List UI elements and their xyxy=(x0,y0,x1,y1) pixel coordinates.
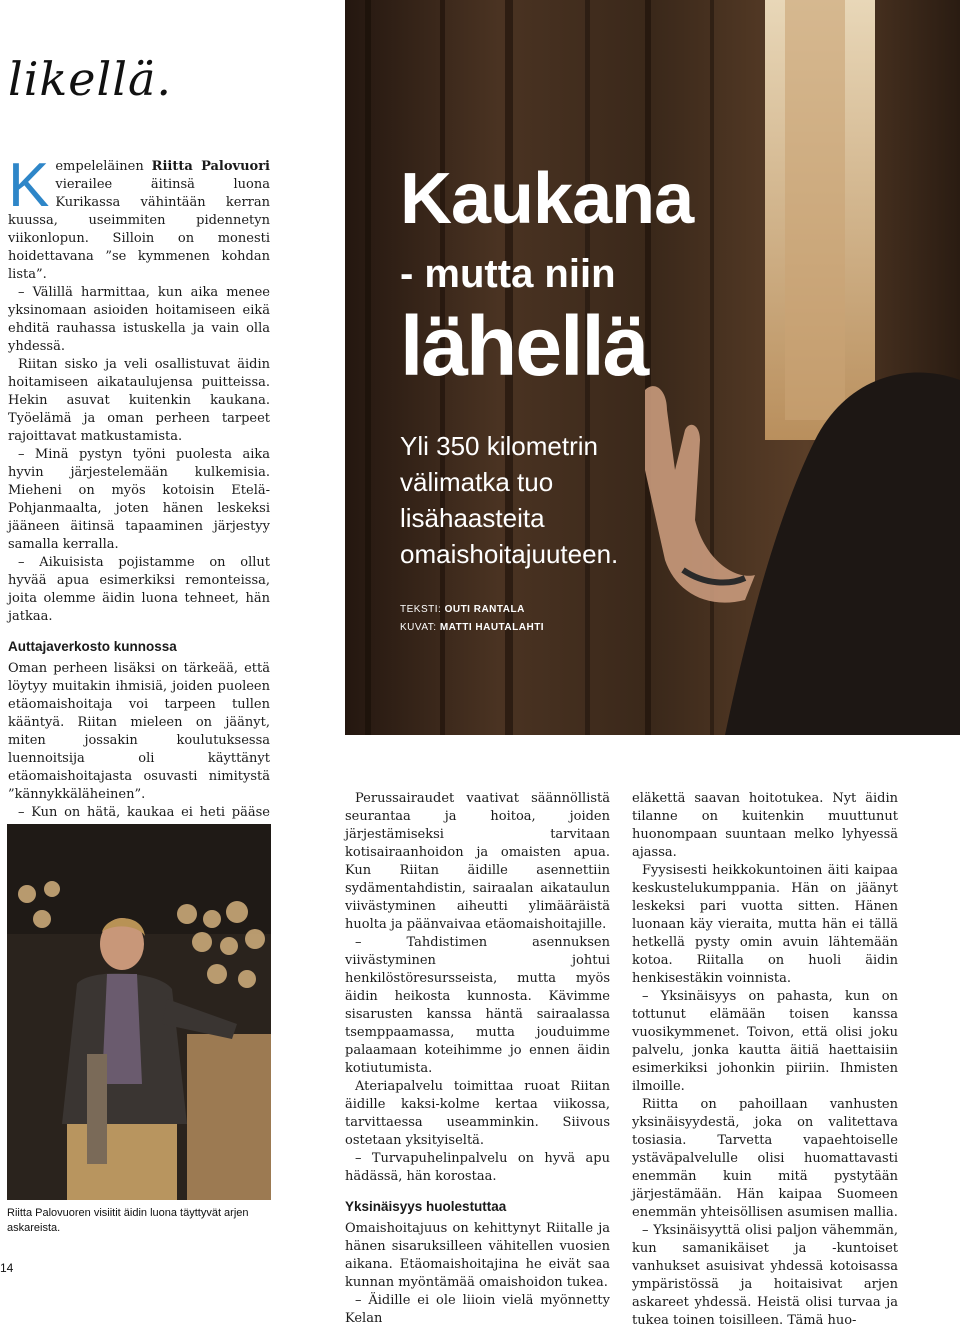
headline-line-2: - mutta niin xyxy=(400,252,616,296)
photo-caption: Riitta Palovuoren visiitit äidin luona täyttyvät arjen askareista. xyxy=(7,1207,249,1234)
section-script-title: likellä. xyxy=(8,52,172,106)
intro-paragraph: Kempeleläinen Riitta Palovuori vierailee äitinsä luona Kurikassa vähintään kerran kuussa, useimmiten pidennetyn viikonlopun. Silloin on monesti hoidettavana ”se kymmenen kohdan lista”. xyxy=(8,151,270,282)
subheading: Auttajaverkosto kunnossa xyxy=(8,639,177,654)
body-paragraph: – Turvapuhelinpalvelu on hyvä apu hädässä, hän korostaa. xyxy=(345,1151,610,1184)
firewood-photo xyxy=(7,824,271,1200)
body-paragraph: – Yksinäisyys on pahasta, kun on tottunut elämään toisen kanssa vuosikymmenet. Toivon, että olisi joku palvelu, jonka kautta äitiä haettaisiin esimerkiksi johonkin piiriin. Ihmisten ilmoille. xyxy=(632,989,898,1094)
right-text-column xyxy=(632,790,898,1330)
body-paragraph: Omaishoitajuus on kehittynyt Riitalle ja hänen sisaruksilleen vähitellen vuosien aikana. Etäomaishoitajina he eivät saa kunnan myöntämää omaishoidon tukea. xyxy=(345,1221,610,1290)
headline-line-3: lähellä xyxy=(400,299,648,393)
body-paragraph: Riitta on pahoillaan vanhusten yksinäisyydestä, joka on valitettava tosiasia. Tarvetta vapaehtoiselle ystäväpalvelulle olisi huomattavasti enemmän kuin mitä pystytään järjestämään. Hän kaipaa Suomeen enemmän yhteisöllisen asumisen mallia. xyxy=(632,1097,898,1220)
body-paragraph: – Minä pystyn työni puolesta aika hyvin järjestelemään kulkemisia. Mieheni on myös kotoisin Etelä-Pohjanmaalta, joten hänen leskeksi jääneen äitinsä tapaaminen järjestyy samalla kerralla. xyxy=(8,447,270,552)
page-number: 14 xyxy=(0,1261,14,1275)
drop-cap: K xyxy=(8,151,50,220)
body-paragraph: – Tahdistimen asennuksen viivästyminen johtui henkilöstöresursseista, mutta myös äidin heikosta kunnosta. Kävimme sisarusten kanssa häntä sairaalassa tsemppaamassa, mutta jouduimme palaamaan koteihimme jo ennen äidin kotiutumista. xyxy=(345,935,610,1076)
body-paragraph: Fyysisesti heikkokuntoinen äiti kaipaa keskustelukumppania. Hän on jäänyt leskeksi pari vuotta sitten. Hänen luonaan käy vieraita, mutta hän ei tällä hetkellä pysty omin avuin lähtemään kotoa. Riitalla on huoli äidin henkisestäkin voinnista. xyxy=(632,863,898,986)
body-paragraph: – Välillä harmittaa, kun aika menee yksinomaan asioiden hoitamiseen eikä ehditä rauhassa istuskella ja vain olla yhdessä. xyxy=(8,285,270,354)
lead-text: Yli 350 kilometrin välimatka tuo lisähaasteita omaishoitajuuteen. xyxy=(400,431,619,569)
credit-text: TEKSTI: OUTI RANTALA xyxy=(400,604,525,615)
left-text-column xyxy=(8,151,270,930)
middle-text-column xyxy=(345,790,610,1328)
firewood-photo-illustration xyxy=(7,824,271,1200)
body-paragraph: Perussairaudet vaativat säännöllistä seurantaa ja hoitoa, joiden järjestämiseksi tarvitaan kotisairaanhoidon ja omaisten apua. Kun Riitan äidille asennettiin sydämentahdistin, sairaalan aikataulun viivästyminen aiheutti ylimääräistä huolta ja päänvaivaa etäomaishoitajille. xyxy=(345,791,610,932)
body-paragraph: Oman perheen lisäksi on tärkeää, että löytyy muitakin ihmisiä, joiden puoleen etäomaishoitaja voi tarpeen tullen kääntyä. Riitan mieleen on jäänyt, miten jossakin koulutuksessa luennoitsija oli käyttänyt etäomaishoitajasta osuvasti nimitystä ”kännykkäläheinen”. xyxy=(8,661,270,802)
body-paragraph: – Kun on hätä, kaukaa ei heti pääse xyxy=(18,805,270,820)
body-paragraph: Riitan sisko ja veli osallistuvat äidin hoitamiseen aikataulujensa puitteissa. Hekin asuvat kuitenkin kaukana. Työelämä ja oman perheen tarpeet rajoittavat matkustamista. xyxy=(8,357,270,444)
subheading: Yksinäisyys huolestuttaa xyxy=(345,1199,507,1214)
headline-line-1: Kaukana xyxy=(400,159,694,239)
person-name: Riitta Palovuori xyxy=(151,159,270,174)
body-paragraph: eläkettä saavan hoitotukea. Nyt äidin tilanne on kuitenkin muuttunut huonompaan suuntaan melko lyhyessä ajassa. xyxy=(632,791,898,860)
body-paragraph: Ateriapalvelu toimittaa ruoat Riitan äidille kaksi-kolme kertaa viikossa, tarvittaessa useamminkin. Siivous ostetaan yksityiseltä. xyxy=(345,1079,610,1148)
credit-photo: KUVAT: MATTI HAUTALAHTI xyxy=(400,622,545,633)
body-paragraph: – Yksinäisyyttä olisi paljon vähemmän, kun samanikäiset ja -kuntoiset vanhukset asuisivat yhdessä kotoisassa ympäristössä ja hoitaisivat arjen askareet yhdessä. Heistä olisi turvaa ja tukea toinen toisilleen. Tämä huo- xyxy=(632,1223,898,1328)
body-paragraph: – Aikuisista pojistamme on ollut hyvää apua esimerkiksi remonteissa, joita olemme äidin luona tehneet, hän jatkaa. xyxy=(8,555,270,624)
body-paragraph: – Äidille ei ole liioin vielä myönnetty Kelan xyxy=(345,1293,610,1326)
